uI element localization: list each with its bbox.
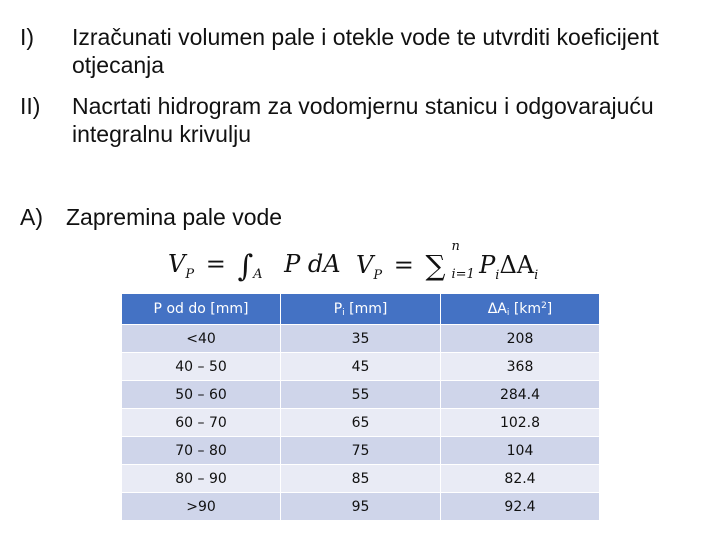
section-text: Zapremina pale vode <box>66 204 283 230</box>
table-row <box>122 465 600 493</box>
header-dai-close: ] <box>546 300 553 317</box>
table-row <box>122 325 600 353</box>
sum-delta: ΔA <box>499 251 535 279</box>
header-pi <box>281 294 441 325</box>
sum-term-var: P <box>479 251 496 279</box>
task-1-text: Izračunati volumen pale i otekle vode te utvrditi koeficijent otjecanja <box>72 24 659 78</box>
cell-pi: 95 <box>281 493 441 521</box>
cell-pi: 75 <box>281 437 441 465</box>
task-1-marker: I) <box>20 24 35 50</box>
sum-upper-limit: n <box>451 239 460 254</box>
table-row <box>122 353 600 381</box>
header-pi-unit: [mm] <box>344 300 388 317</box>
header-dai <box>441 294 600 325</box>
sum-lhs-var: V <box>356 251 374 279</box>
cell-dai: 368 <box>441 353 600 381</box>
integral-lhs-var: V <box>168 250 186 278</box>
header-pi-sub: i <box>342 307 345 318</box>
precipitation-table <box>121 293 600 521</box>
cell-dai: 102.8 <box>441 409 600 437</box>
cell-dai: 82.4 <box>441 465 600 493</box>
cell-pi: 55 <box>281 381 441 409</box>
header-range: P od do [mm] <box>122 294 281 325</box>
task-2-marker: II) <box>20 93 41 119</box>
cell-range: <40 <box>122 325 281 353</box>
header-dai-sub: i <box>506 307 510 318</box>
formula-row <box>168 239 588 289</box>
cell-pi: 45 <box>281 353 441 381</box>
table-row <box>122 437 600 465</box>
sum-equals: = <box>393 251 414 279</box>
table-header-row <box>122 294 600 325</box>
integral-domain: A <box>253 266 263 282</box>
cell-range: >90 <box>122 493 281 521</box>
sum-delta-sub: i <box>534 267 539 283</box>
cell-pi: 65 <box>281 409 441 437</box>
sum-lower-limit: i=1 <box>451 267 475 282</box>
header-dai-main: ΔA <box>487 300 507 317</box>
cell-range: 80 – 90 <box>122 465 281 493</box>
sum-operator <box>425 239 475 282</box>
header-dai-unit: [km <box>509 300 542 317</box>
sum-term-sub: i <box>495 267 500 283</box>
cell-dai: 104 <box>441 437 600 465</box>
cell-dai: 208 <box>441 325 600 353</box>
cell-range: 40 – 50 <box>122 353 281 381</box>
section-marker: A) <box>20 204 43 230</box>
integral-formula <box>168 249 341 284</box>
integral-sign: ∫ <box>237 249 254 284</box>
cell-range: 70 – 80 <box>122 437 281 465</box>
integral-equals: = <box>205 250 226 278</box>
cell-pi: 35 <box>281 325 441 353</box>
cell-range: 50 – 60 <box>122 381 281 409</box>
integral-lhs-sub: P <box>185 266 195 282</box>
table-row <box>122 409 600 437</box>
cell-pi: 85 <box>281 465 441 493</box>
table-row <box>122 381 600 409</box>
cell-dai: 92.4 <box>441 493 600 521</box>
sum-sign: ∑ <box>425 249 446 282</box>
sum-lhs-sub: P <box>373 267 383 283</box>
table-row <box>122 493 600 521</box>
integral-integrand: P dA <box>284 250 341 278</box>
cell-dai: 284.4 <box>441 381 600 409</box>
sum-formula <box>356 239 539 283</box>
cell-range: 60 – 70 <box>122 409 281 437</box>
header-dai-sup: 2 <box>541 300 547 311</box>
task-2-text: Nacrtati hidrogram za vodomjernu stanicu i odgovarajuću integralnu krivulju <box>72 93 654 147</box>
header-pi-main: P <box>333 300 343 317</box>
